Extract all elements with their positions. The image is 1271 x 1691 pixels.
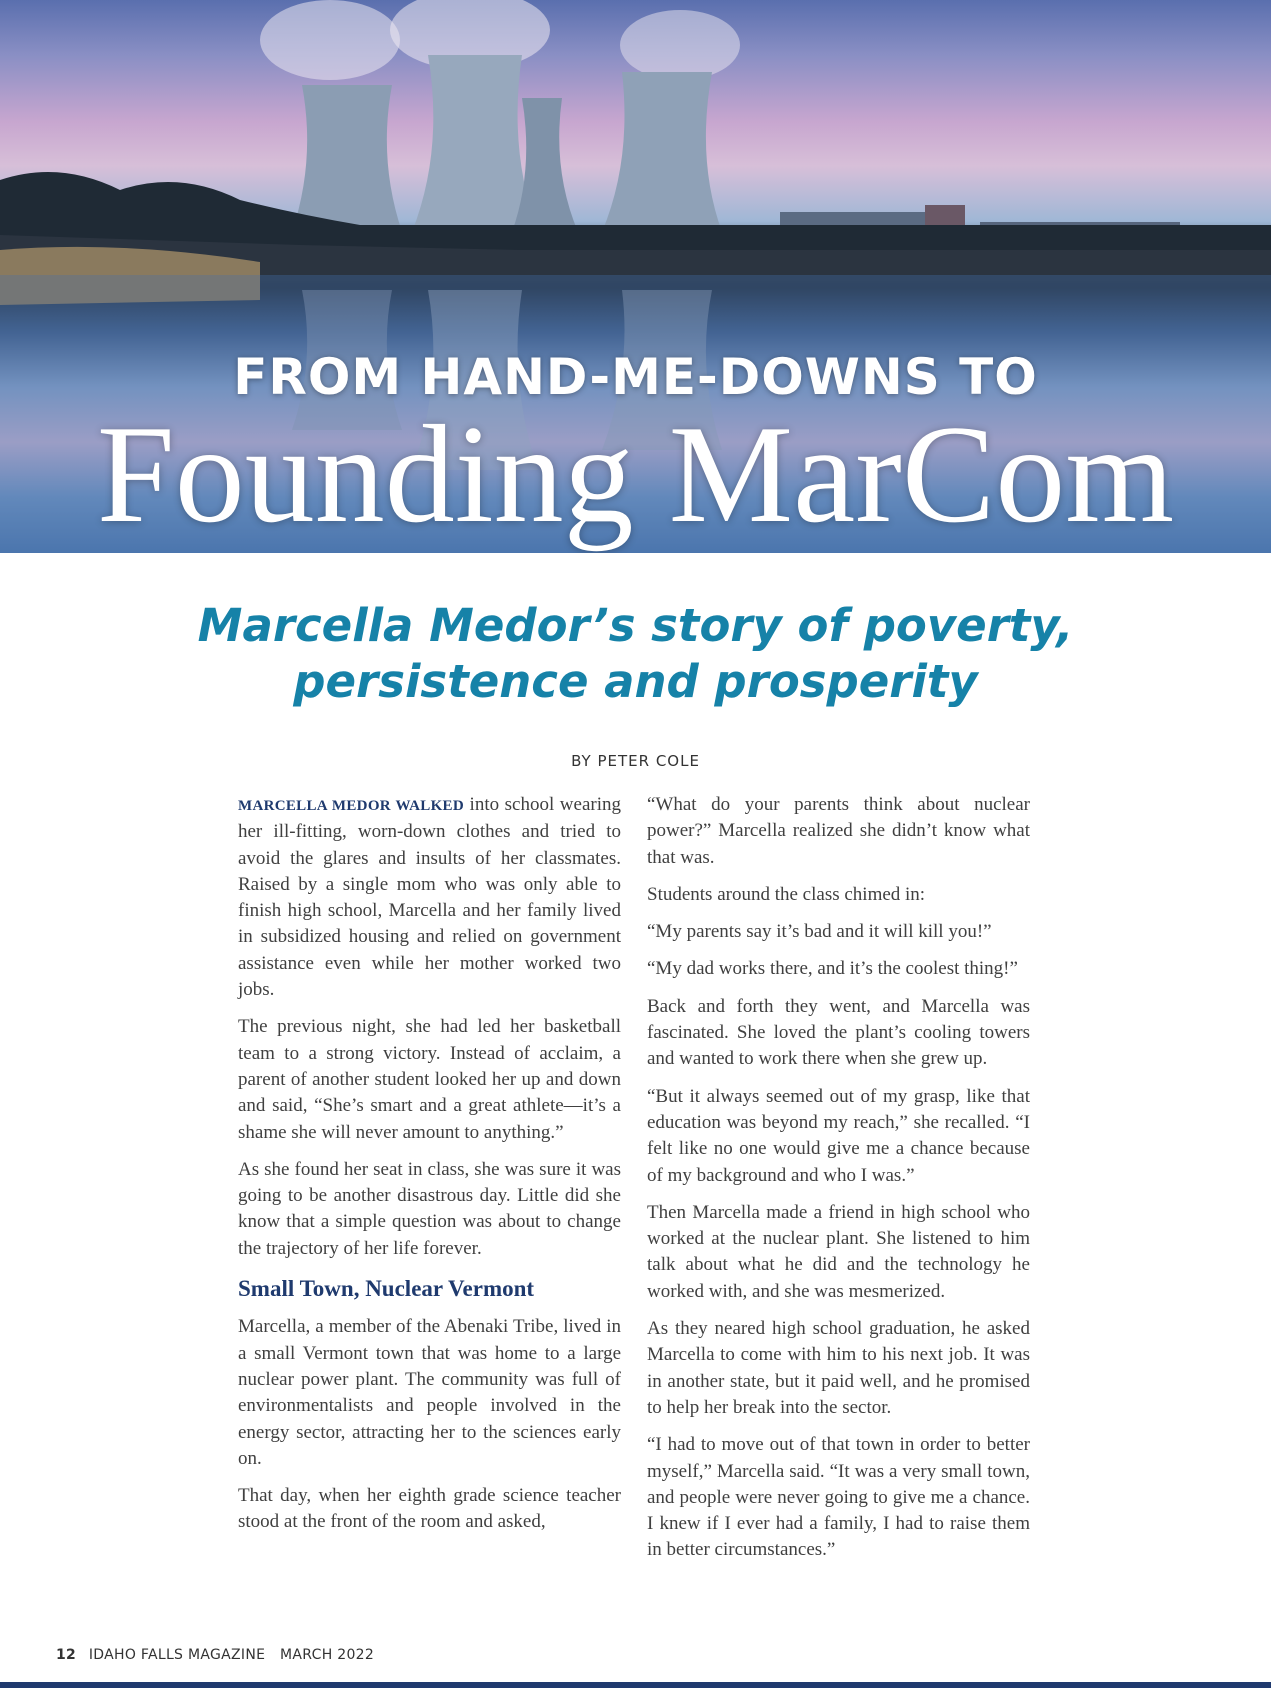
subtitle-line-2: persistence and prosperity: [293, 655, 978, 708]
paragraph: “What do your parents think about nuclear power?” Marcella realized she didn’t know what that was.: [647, 794, 1030, 868]
paragraph-text: into school wearing her ill-fitting, worn-down clothes and tried to avoid the glares and insults of her classmates. Raised by a single mom who was only able to finish high school, Marcella and her family lived in subsidized housing and relied on government assistance even while her mother worked two jobs.: [238, 794, 621, 1001]
paragraph: “My dad works there, and it’s the coolest thing!”: [647, 958, 1018, 980]
article-subtitle: [0, 598, 1271, 710]
hero-kicker: FROM HAND-ME-DOWNS TO: [233, 348, 1038, 406]
paragraph: As they neared high school graduation, he asked Marcella to come with him to his next job. It was in another state, but it paid well, and he promised to help her break into the sector.: [647, 1318, 1030, 1418]
paragraph: “But it always seemed out of my grasp, like that education was beyond my reach,” she recalled. “I felt like no one would give me a chance because of my background and who I was.”: [647, 1085, 1030, 1186]
section-heading: Small Town, Nuclear Vermont: [238, 1276, 535, 1302]
paragraph: Students around the class chimed in:: [647, 883, 926, 905]
paragraph: “I had to move out of that town in order to better myself,” Marcella said. “It was a very small town, and people were never going to give me a chance. I knew if I ever had a family, I had to raise them in better circumstances.”: [647, 1434, 1030, 1561]
paragraph: [238, 792, 621, 1003]
bottom-rule: [0, 1682, 1271, 1688]
lead-in: MARCELLA MEDOR WALKED: [238, 798, 464, 814]
paragraph: Then Marcella made a friend in high school who worked at the nuclear plant. She listened to him talk about what he did and the technology he worked with, and she was mesmerized.: [647, 1201, 1030, 1302]
paragraph: Marcella, a member of the Abenaki Tribe, lived in a small Vermont town that was home to a large nuclear power plant. The community was full of environmentalists and people involved in the energy sector, attracting her to the sciences early on.: [238, 1316, 621, 1469]
hero-photo: [0, 0, 1271, 553]
page-footer: [56, 1647, 374, 1663]
paragraph: That day, when her eighth grade science teacher stood at the front of the room and asked,: [238, 1485, 621, 1533]
article-title: Founding MarCom: [96, 397, 1175, 552]
left-column: [238, 792, 621, 1547]
subtitle-line-1: Marcella Medor’s story of poverty,: [197, 599, 1074, 652]
paragraph: The previous night, she had led her basketball team to a strong victory. Instead of acclaim, a parent of another student looked her up and down and said, “She’s smart and a great athlete—it’s a shame she will never amount to anything.”: [238, 1016, 621, 1143]
paragraph: “My parents say it’s bad and it will kill you!”: [647, 921, 992, 943]
paragraph: Back and forth they went, and Marcella was fascinated. She loved the plant’s cooling towers and wanted to work there when she grew up.: [647, 995, 1030, 1070]
paragraph: As she found her seat in class, she was sure it was going to be another disastrous day. Little did she know that a simple question was about to change the trajectory of her life forever.: [238, 1158, 621, 1259]
right-column: [647, 792, 1030, 1575]
page-number: 12: [56, 1647, 77, 1663]
issue-date: MARCH 2022: [280, 1647, 375, 1663]
publication-name: IDAHO FALLS MAGAZINE: [88, 1647, 266, 1663]
byline: BY PETER COLE: [571, 752, 700, 770]
